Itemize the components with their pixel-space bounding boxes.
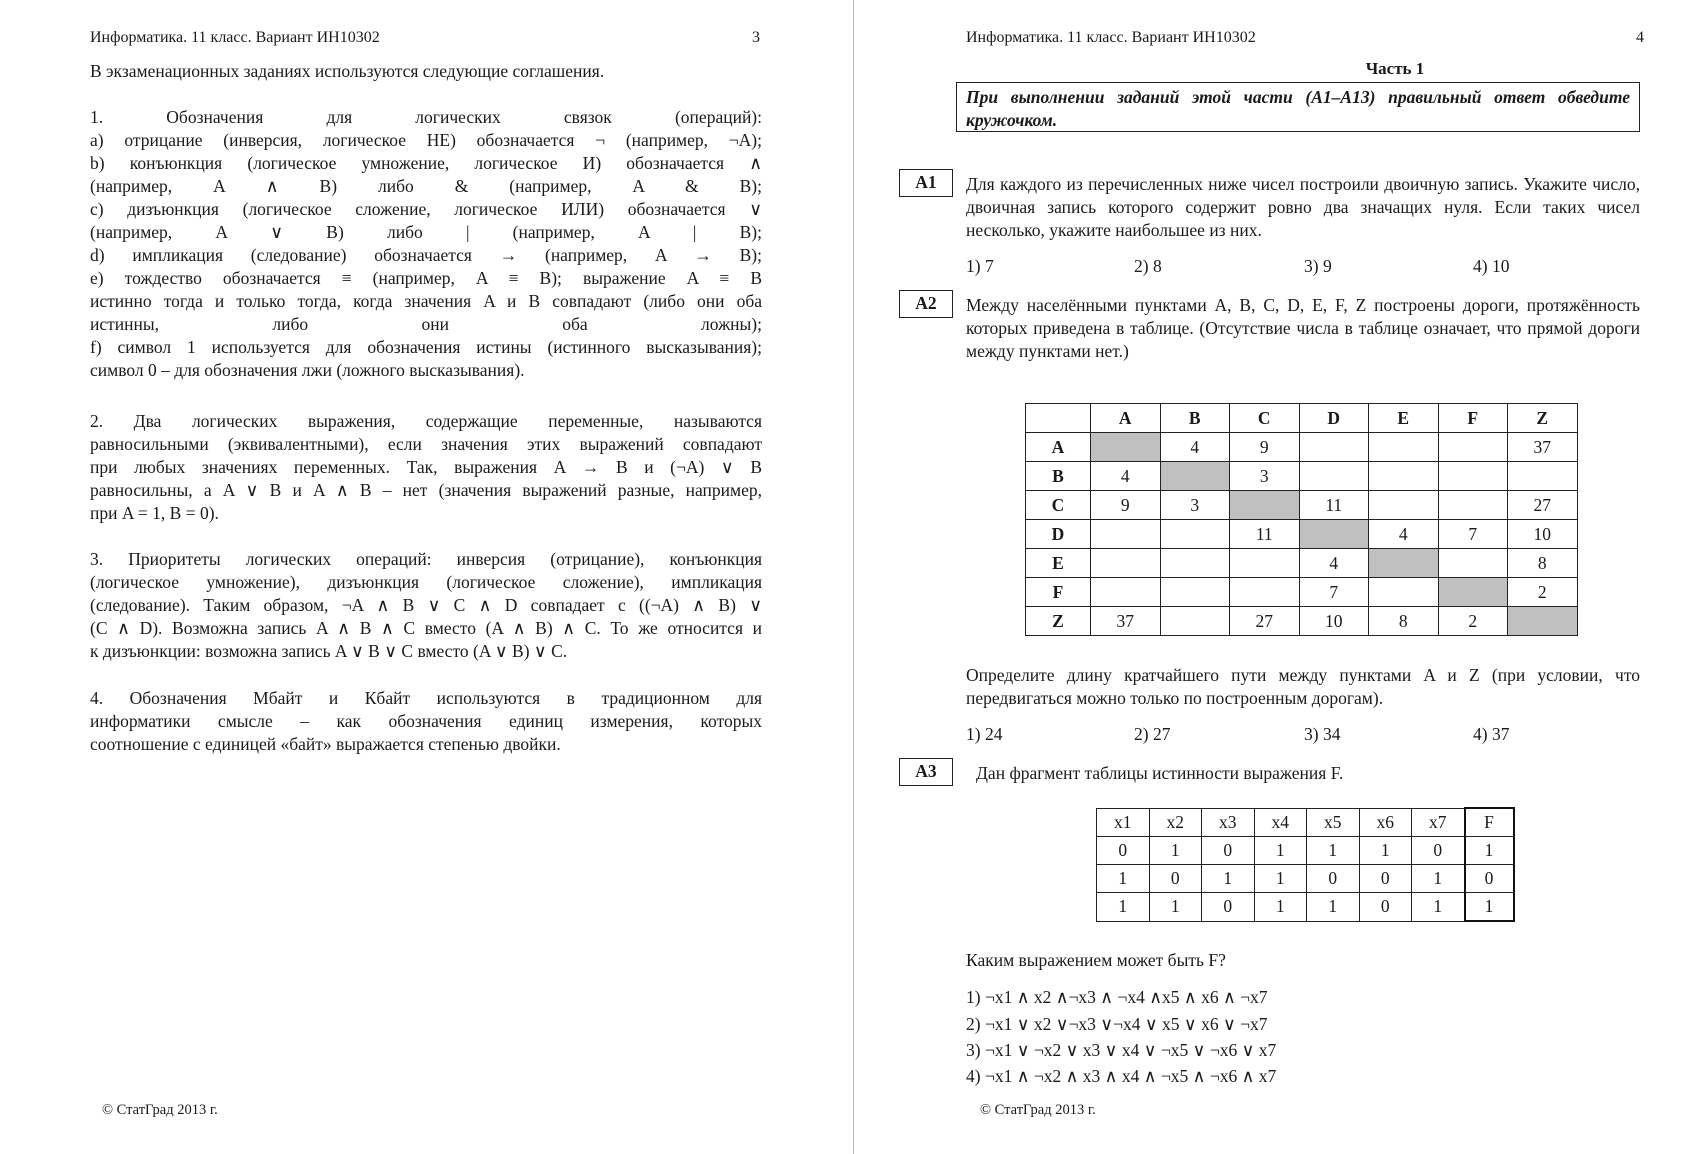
a1-option-1[interactable]: 1) 7 — [966, 256, 994, 276]
table-cell — [1508, 607, 1578, 636]
table-cell: 1 — [1465, 837, 1514, 865]
table-cell — [1160, 462, 1230, 491]
table-cell — [1369, 491, 1439, 520]
table-cell — [1369, 549, 1439, 578]
row-header: F — [1026, 578, 1091, 607]
text-line: e) тождество обозначается ≡ (например, A ≡ B); выражение A ≡ B — [90, 268, 762, 288]
table-cell — [1508, 462, 1578, 491]
table-row — [1026, 520, 1578, 549]
text-line: (например, A ∧ B) либо & (например, A & B); — [90, 176, 762, 196]
text-line: при любых значениях переменных. Так, выражения A → B и (¬A) ∨ B — [90, 457, 762, 477]
table-cell — [1160, 578, 1230, 607]
a2-question: Определите длину кратчайшего пути между пунктами A и Z (при условии, что передвигаться можно только по построенным дорогам). — [966, 665, 1640, 708]
table-row — [1097, 837, 1514, 865]
text-line: истинно тогда и только тогда, когда значения A и B совпадают (либо они оба — [90, 291, 762, 311]
text-line: a) отрицание (инверсия, логическое НЕ) обозначается ¬ (например, ¬A); — [90, 130, 762, 150]
distance-table-corner — [1026, 404, 1091, 433]
column-header: B — [1160, 404, 1230, 433]
text-line: истинны, либо они оба ложны); — [90, 314, 762, 334]
a1-option-4[interactable]: 4) 10 — [1473, 256, 1510, 276]
text-line: равносильны, а A ∨ B и A ∧ B – нет (значения выражений разные, например, — [90, 480, 762, 500]
table-cell: 1 — [1359, 837, 1412, 865]
table-row — [1026, 607, 1578, 636]
table-row — [1026, 491, 1578, 520]
table-cell: 0 — [1307, 865, 1360, 893]
table-cell: 27 — [1230, 607, 1300, 636]
a3-option-2[interactable]: 2) ¬x1 ∨ x2 ∨¬x3 ∨¬x4 ∨ x5 ∨ x6 ∨ ¬x7 — [966, 1014, 1268, 1034]
table-row — [1026, 433, 1578, 462]
column-header: F — [1465, 808, 1514, 837]
table-cell: 1 — [1149, 837, 1202, 865]
convention-4 — [90, 687, 762, 756]
table-cell: 2 — [1508, 578, 1578, 607]
table-cell — [1299, 520, 1369, 549]
left-page-header: Информатика. 11 класс. Вариант ИН10302 — [90, 29, 380, 46]
table-cell: 1 — [1254, 865, 1307, 893]
table-cell — [1299, 433, 1369, 462]
table-cell — [1369, 462, 1439, 491]
table-cell: 11 — [1299, 491, 1369, 520]
table-cell: 9 — [1091, 491, 1161, 520]
table-cell: 1 — [1097, 865, 1150, 893]
column-header: x6 — [1359, 808, 1412, 837]
column-header: F — [1438, 404, 1508, 433]
text-line: b) конъюнкция (логическое умножение, логическое И) обозначается ∧ — [90, 153, 762, 173]
table-cell — [1091, 433, 1161, 462]
question-label-a2: A2 — [899, 290, 953, 318]
table-cell: 4 — [1091, 462, 1161, 491]
table-cell — [1091, 549, 1161, 578]
table-cell — [1091, 520, 1161, 549]
table-cell: 3 — [1160, 491, 1230, 520]
table-cell: 0 — [1359, 865, 1412, 893]
a3-option-1[interactable]: 1) ¬x1 ∧ x2 ∧¬x3 ∧ ¬x4 ∧x5 ∧ x6 ∧ ¬x7 — [966, 987, 1268, 1007]
intro-text: В экзаменационных заданиях используются следующие соглашения. — [90, 61, 605, 81]
column-header: E — [1369, 404, 1439, 433]
text-line: 2. Два логических выражения, содержащие переменные, называются — [90, 411, 762, 431]
table-row — [1026, 549, 1578, 578]
table-cell: 4 — [1299, 549, 1369, 578]
row-header: C — [1026, 491, 1091, 520]
text-line: (C ∧ D). Возможна запись A ∧ B ∧ C вместо (A ∧ B) ∧ C. То же относится и — [90, 618, 762, 638]
table-cell: 0 — [1149, 865, 1202, 893]
table-cell — [1438, 578, 1508, 607]
table-cell: 10 — [1299, 607, 1369, 636]
table-cell: 9 — [1230, 433, 1300, 462]
text-line: 3. Приоритеты логических операций: инверсия (отрицание), конъюнкция — [90, 549, 762, 569]
text-line: информатики смысле – как обозначения единиц измерения, которых — [90, 711, 762, 731]
text-line: d) импликация (следование) обозначается → (например, A → B); — [90, 245, 762, 265]
column-header: Z — [1508, 404, 1578, 433]
text-line: к дизъюнкции: возможна запись A ∨ B ∨ C вместо (A ∨ B) ∨ C. — [90, 641, 568, 661]
table-cell: 0 — [1465, 865, 1514, 893]
a2-option-2[interactable]: 2) 27 — [1134, 724, 1171, 744]
convention-1 — [90, 106, 762, 382]
table-cell: 7 — [1299, 578, 1369, 607]
table-cell: 1 — [1412, 865, 1465, 893]
text-line: 1. Обозначения для логических связок (операций): — [90, 107, 762, 127]
question-label-a1: A1 — [899, 169, 953, 197]
table-cell: 1 — [1097, 893, 1150, 922]
text-line: (например, A ∨ B) либо | (например, A | B); — [90, 222, 762, 242]
distance-table — [1025, 403, 1578, 636]
table-cell: 1 — [1202, 865, 1255, 893]
a2-option-4[interactable]: 4) 37 — [1473, 724, 1510, 744]
table-cell — [1369, 433, 1439, 462]
column-header: C — [1230, 404, 1300, 433]
table-cell — [1230, 549, 1300, 578]
text-line: (логическое умножение), дизъюнкция (логическое сложение), импликация — [90, 572, 762, 592]
column-header: x4 — [1254, 808, 1307, 837]
table-cell — [1438, 549, 1508, 578]
a3-question: Каким выражением может быть F? — [966, 950, 1226, 970]
question-label-a3: A3 — [899, 758, 953, 786]
table-cell: 37 — [1091, 607, 1161, 636]
table-cell: 8 — [1508, 549, 1578, 578]
table-cell: 2 — [1438, 607, 1508, 636]
left-footer: © СтатГрад 2013 г. — [102, 1102, 218, 1118]
table-row — [1097, 893, 1514, 922]
a2-option-1[interactable]: 1) 24 — [966, 724, 1003, 744]
table-cell: 1 — [1254, 837, 1307, 865]
table-cell: 7 — [1438, 520, 1508, 549]
table-cell — [1160, 607, 1230, 636]
table-row — [1097, 865, 1514, 893]
table-cell: 4 — [1369, 520, 1439, 549]
column-header: x7 — [1412, 808, 1465, 837]
a2-option-3[interactable]: 3) 34 — [1304, 724, 1341, 744]
text-line: c) дизъюнкция (логическое сложение, логическое ИЛИ) обозначается ∨ — [90, 199, 762, 219]
table-cell — [1160, 549, 1230, 578]
table-cell — [1438, 462, 1508, 491]
part-title: Часть 1 — [1365, 59, 1425, 78]
convention-2 — [90, 410, 762, 525]
right-footer: © СтатГрад 2013 г. — [980, 1102, 1096, 1118]
text-line: равносильными (эквивалентными), если значения этих выражений совпадают — [90, 434, 762, 454]
left-page-number: 3 — [752, 29, 760, 46]
table-row — [1026, 578, 1578, 607]
table-cell: 11 — [1230, 520, 1300, 549]
a1-option-2[interactable]: 2) 8 — [1134, 256, 1162, 276]
text-line: 4. Обозначения Мбайт и Кбайт используются в традиционном для — [90, 688, 762, 708]
row-header: D — [1026, 520, 1091, 549]
page-divider — [853, 0, 854, 1154]
row-header: E — [1026, 549, 1091, 578]
table-cell: 1 — [1412, 893, 1465, 922]
convention-3 — [90, 548, 762, 663]
a2-text: Между населёнными пунктами A, B, C, D, E, F, Z построены дороги, протяжённость которых приведена в таблице. (Отсутствие числа в таблице означает, что прямой дороги между пунктами нет.) — [966, 295, 1640, 361]
table-cell: 3 — [1230, 462, 1300, 491]
table-cell: 0 — [1412, 837, 1465, 865]
text-line: символ 0 – для обозначения лжи (ложного высказывания). — [90, 360, 525, 380]
distance-table-header-row — [1026, 404, 1578, 433]
table-cell: 1 — [1307, 837, 1360, 865]
table-cell: 8 — [1369, 607, 1439, 636]
table-cell: 0 — [1202, 893, 1255, 922]
table-cell — [1438, 491, 1508, 520]
table-cell: 27 — [1508, 491, 1578, 520]
truth-table — [1096, 807, 1515, 922]
table-cell — [1299, 462, 1369, 491]
table-cell — [1091, 578, 1161, 607]
column-header: x2 — [1149, 808, 1202, 837]
table-row — [1026, 462, 1578, 491]
column-header: x1 — [1097, 808, 1150, 837]
table-cell: 1 — [1149, 893, 1202, 922]
row-header: B — [1026, 462, 1091, 491]
table-cell: 1 — [1465, 893, 1514, 922]
a3-option-3[interactable]: 3) ¬x1 ∨ ¬x2 ∨ x3 ∨ x4 ∨ ¬x5 ∨ ¬x6 ∨ x7 — [966, 1040, 1277, 1060]
table-cell — [1369, 578, 1439, 607]
table-cell: 0 — [1097, 837, 1150, 865]
text-line: при A = 1, B = 0). — [90, 503, 219, 523]
text-line: (следование). Таким образом, ¬A ∧ B ∨ C ∧ D совпадает с ((¬A) ∧ B) ∨ — [90, 595, 762, 615]
table-cell: 4 — [1160, 433, 1230, 462]
text-line: соотношение с единицей «байт» выражается степенью двойки. — [90, 734, 561, 754]
table-cell — [1230, 491, 1300, 520]
column-header: D — [1299, 404, 1369, 433]
table-cell — [1438, 433, 1508, 462]
table-cell: 37 — [1508, 433, 1578, 462]
a1-option-3[interactable]: 3) 9 — [1304, 256, 1332, 276]
right-page-number: 4 — [1636, 29, 1644, 46]
table-cell: 0 — [1359, 893, 1412, 922]
column-header: x3 — [1202, 808, 1255, 837]
text-line: f) символ 1 используется для обозначения истины (истинного высказывания); — [90, 337, 762, 357]
table-cell: 1 — [1307, 893, 1360, 922]
a3-option-4[interactable]: 4) ¬x1 ∧ ¬x2 ∧ x3 ∧ x4 ∧ ¬x5 ∧ ¬x6 ∧ x7 — [966, 1066, 1277, 1086]
row-header: Z — [1026, 607, 1091, 636]
table-cell: 0 — [1202, 837, 1255, 865]
table-cell: 1 — [1254, 893, 1307, 922]
a3-text: Дан фрагмент таблицы истинности выражения F. — [976, 763, 1344, 783]
row-header: A — [1026, 433, 1091, 462]
column-header: x5 — [1307, 808, 1360, 837]
right-page-header: Информатика. 11 класс. Вариант ИН10302 — [966, 29, 1256, 46]
column-header: A — [1091, 404, 1161, 433]
table-cell: 10 — [1508, 520, 1578, 549]
truth-table-header-row — [1097, 808, 1514, 837]
table-cell — [1160, 520, 1230, 549]
a1-text: Для каждого из перечисленных ниже чисел построили двоичную запись. Укажите число, двоичная запись которого содержит ровно два значащих нуля. Если таких чисел несколько, укажите наибольшее из них. — [966, 174, 1640, 240]
instruction-box: При выполнении заданий этой части (A1–A13) правильный ответ обведите кружочком. — [956, 82, 1640, 132]
table-cell — [1230, 578, 1300, 607]
right-page — [856, 0, 1704, 1154]
